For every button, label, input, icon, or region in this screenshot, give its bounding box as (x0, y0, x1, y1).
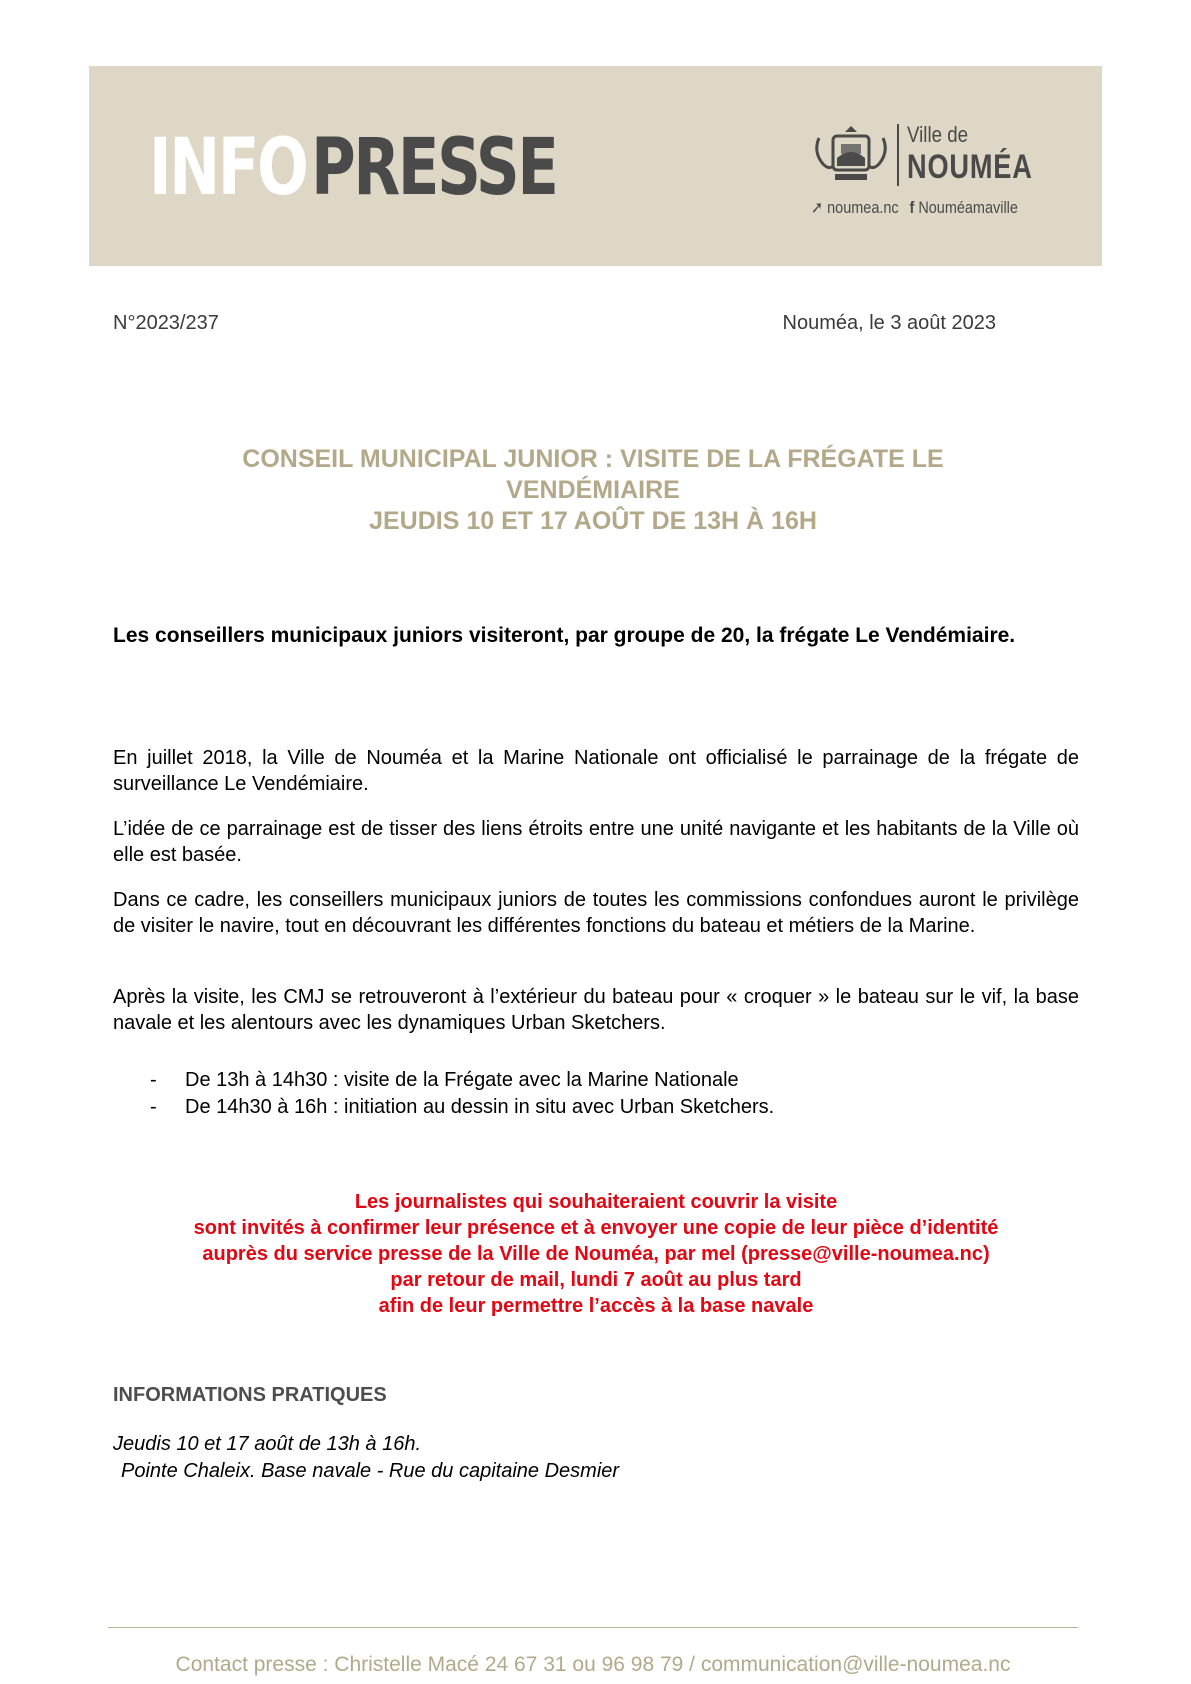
list-item: - De 13h à 14h30 : visite de la Frégate avec la Marine Nationale (113, 1067, 1073, 1094)
arrow-icon: ➚ (811, 198, 824, 217)
list-item: - De 14h30 à 16h : initiation au dessin in situ avec Urban Sketchers. (113, 1094, 1073, 1121)
list-item-text: De 14h30 à 16h : initiation au dessin in situ avec Urban Sketchers. (185, 1096, 775, 1118)
schedule-list (113, 1067, 1073, 1121)
lead-paragraph: Les conseillers municipaux juniors visiteront, par groupe de 20, la frégate Le Vendémiaire. (113, 624, 1016, 647)
header-banner (89, 66, 1102, 266)
info-date: Jeudis 10 et 17 août de 13h à 16h. (113, 1433, 422, 1455)
footer-contact: Contact presse : Christelle Macé 24 67 31 ou 96 98 79 / communication@ville-noumea.nc (175, 1653, 1011, 1676)
facebook-link[interactable]: Nouméamaville (918, 198, 1018, 217)
info-heading: INFORMATIONS PRATIQUES (113, 1384, 387, 1406)
body-paragraph: L’idée de ce parrainage est de tisser des liens étroits entre une unité navigante et les habitants de la Ville où elle est basée. (113, 818, 1079, 866)
info-location: Pointe Chaleix. Base navale - Rue du capitaine Desmier (121, 1460, 620, 1482)
logo-noumea-text: NOUMÉA (907, 148, 1033, 186)
notice-line: auprès du service presse de la Ville de Nouméa, par mel (presse@ville-noumea.nc) (202, 1243, 990, 1265)
city-crest-icon (811, 122, 891, 190)
website-link[interactable]: noumea.nc (827, 198, 899, 217)
list-item-text: De 13h à 14h30 : visite de la Frégate avec la Marine Nationale (185, 1069, 739, 1091)
body-paragraph: Dans ce cadre, les conseillers municipaux juniors de toutes les commissions confondues auront le privilège de visiter le navire, tout en découvrant les différentes fonctions du bateau et métiers de la Marine. (113, 889, 1079, 937)
logo-ville-text: Ville de (907, 122, 969, 147)
ville-de-noumea-logo (811, 122, 1051, 222)
title-line: CONSEIL MUNICIPAL JUNIOR : VISITE DE LA FRÉGATE LE (242, 445, 944, 473)
body-paragraph: Après la visite, les CMJ se retrouveront à l’extérieur du bateau pour « croquer » le bateau sur le vif, la base navale et les alentours avec les dynamiques Urban Sketchers. (113, 986, 1079, 1034)
footer-divider (108, 1627, 1078, 1628)
page-title (113, 444, 1073, 537)
title-line: VENDÉMIAIRE (506, 476, 680, 504)
logo-links (811, 198, 1018, 218)
logo-separator (897, 124, 899, 186)
body-paragraph: En juillet 2018, la Ville de Nouméa et la Marine Nationale ont officialisé le parrainage de la frégate de surveillance Le Vendémiaire. (113, 747, 1079, 795)
notice-line: sont invités à confirmer leur présence et à envoyer une copie de leur pièce d’identité (193, 1217, 999, 1239)
notice-line: afin de leur permettre l’accès à la base navale (378, 1295, 814, 1317)
press-release-date: Nouméa, le 3 août 2023 (782, 312, 996, 334)
notice-line: Les journalistes qui souhaiteraient couvrir la visite (354, 1191, 838, 1213)
brand-presse: PRESSE (311, 123, 557, 213)
title-line: JEUDIS 10 ET 17 AOÛT DE 13H À 16H (369, 507, 817, 535)
notice-line: par retour de mail, lundi 7 août au plus tard (390, 1269, 802, 1291)
journalist-notice (113, 1189, 1079, 1319)
press-release-number: N°2023/237 (113, 312, 219, 334)
info-presse-logo (149, 123, 557, 213)
facebook-icon: f (909, 198, 915, 217)
brand-info: INFO (149, 123, 307, 213)
